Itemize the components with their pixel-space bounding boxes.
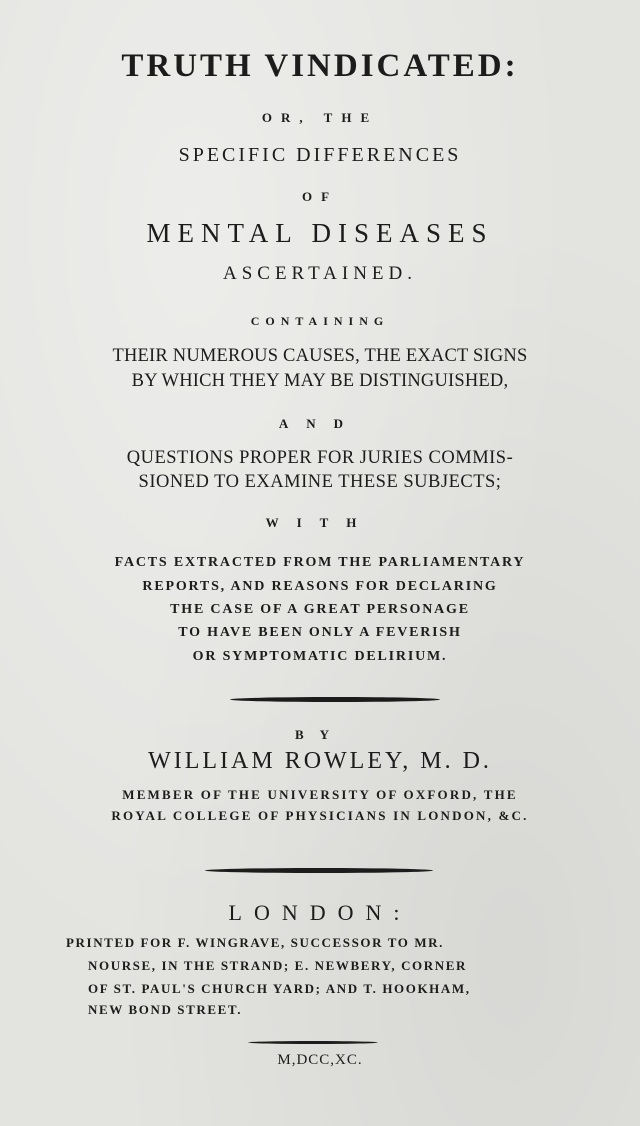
facts-line: OR SYMPTOMATIC DELIRIUM. (192, 649, 448, 664)
imprint-line: PRINTED FOR F. WINGRAVE, SUCCESSOR TO MR. (66, 935, 445, 950)
questions-line: QUESTIONS PROPER FOR JURIES COMMIS- (126, 448, 514, 468)
subtitle-line-3: ASCERTAINED. (222, 263, 418, 284)
book-title: TRUTH VINDICATED: (121, 48, 519, 84)
facts-line: REPORTS, AND REASONS FOR DECLARING (142, 579, 498, 594)
facts-line: TO HAVE BEEN ONLY A FEVERISH (178, 625, 462, 640)
by-label: BY (294, 727, 346, 742)
divider-rule (248, 1041, 378, 1044)
imprint-line: NEW BOND STREET. (88, 1002, 243, 1017)
subtitle-line-1: SPECIFIC DIFFERENCES (178, 144, 462, 166)
divider-rule (230, 697, 440, 702)
publication-date: M,DCC,XC. (277, 1052, 363, 1068)
author-name: WILLIAM ROWLEY, M. D. (148, 748, 492, 774)
imprint-line: NOURSE, IN THE STRAND; E. NEWBERY, CORNER (88, 958, 468, 973)
questions-line: SIONED TO EXAMINE THESE SUBJECTS; (138, 472, 502, 492)
causes-line: THEIR NUMEROUS CAUSES, THE EXACT SIGNS (112, 346, 528, 366)
author-affiliation-line: MEMBER OF THE UNIVERSITY OF OXFORD, THE (122, 787, 518, 802)
facts-line: FACTS EXTRACTED FROM THE PARLIAMENTARY (114, 555, 526, 570)
publication-place: LONDON: (228, 900, 412, 925)
and-label: AND (278, 416, 362, 431)
divider-rule (205, 868, 433, 873)
subtitle-of: OF (301, 189, 339, 204)
subtitle-connector: OR, THE (261, 110, 379, 125)
containing-label: CONTAINING (250, 314, 390, 328)
with-label: WITH (265, 515, 375, 530)
facts-line: THE CASE OF A GREAT PERSONAGE (170, 602, 470, 617)
subtitle-line-2: MENTAL DISEASES (146, 218, 494, 248)
imprint-line: OF ST. PAUL'S CHURCH YARD; AND T. HOOKHAM, (88, 981, 471, 996)
author-affiliation-line: ROYAL COLLEGE OF PHYSICIANS IN LONDON, &C. (111, 808, 529, 823)
causes-line: BY WHICH THEY MAY BE DISTINGUISHED, (131, 371, 509, 391)
